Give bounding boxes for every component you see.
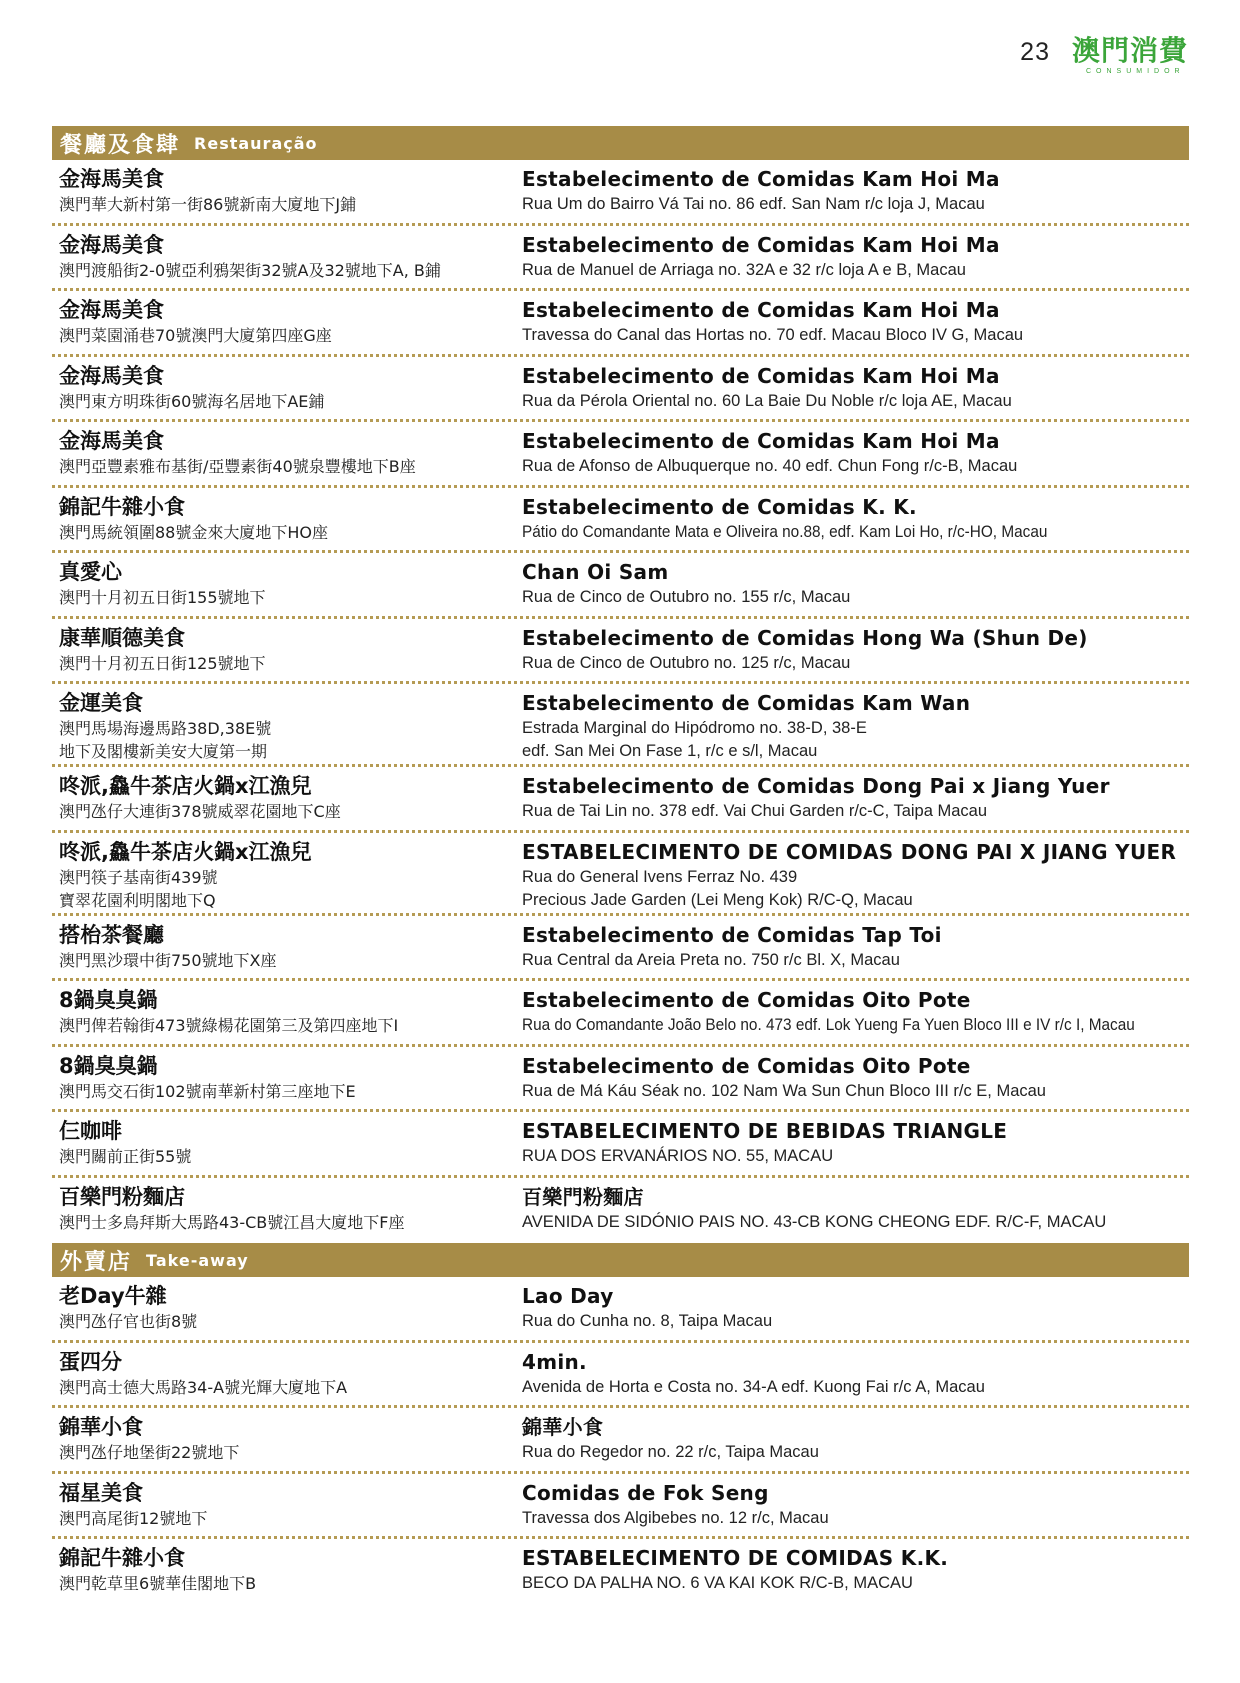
merchant-name-pt: Estabelecimento de Comidas Oito Pote [522,988,971,1012]
merchant-address-pt: Rua de Cinco de Outubro no. 125 r/c, Macau [522,653,851,672]
merchant-name-cn: 金海馬美食 [59,167,164,191]
entry-chinese-column [52,838,522,913]
merchant-name-cn: 8鍋臭臭鍋 [59,988,158,1012]
entry-portuguese-column [522,165,1189,223]
merchant-name-cn: 8鍋臭臭鍋 [59,1053,158,1078]
merchant-address-pt: AVENIDA DE SIDÓNIO PAIS NO. 43-CB KONG CHEONG EDF. R/C-F, MACAU [522,1212,1107,1231]
merchant-name-pt: Estabelecimento de Comidas Kam Hoi Ma [522,167,1000,191]
entry-chinese-column [52,427,522,485]
merchant-address-pt: Rua de Cinco de Outubro no. 155 r/c, Macau [522,588,851,606]
merchant-address-cn: 澳門關前正街55號 [59,1147,192,1166]
entry-portuguese-column [522,231,1189,289]
merchant-address-cn: 地下及閣樓新美安大廈第一期 [59,742,268,761]
merchant-address-pt: Avenida de Horta e Costa no. 34-A edf. Kuong Fai r/c A, Macau [522,1377,985,1396]
listing-entry [52,981,1189,1047]
listing-entry [52,553,1189,619]
merchant-address-pt: edf. San Mei On Fase 1, r/c e s/l, Macau [522,742,818,760]
listing-entry [52,1408,1189,1474]
entry-chinese-column [52,1479,522,1537]
entry-portuguese-column [522,1413,1189,1471]
merchant-address-cn: 澳門十月初五日街155號地下 [59,588,266,607]
page-number: 23 [1020,38,1050,66]
merchant-address-cn: 澳門馬交石街102號南華新村第三座地下E [59,1081,356,1101]
merchant-name-cn: 咚派,鱻牛茶店火鍋x江漁兒 [59,774,312,798]
listing-entry [52,1047,1189,1113]
merchant-address-cn: 澳門亞豐素雅布基街/亞豐素街40號泉豐樓地下B座 [59,457,416,476]
entry-chinese-column [52,689,522,764]
merchant-name-pt: Estabelecimento de Comidas Dong Pai x Jiang Yuer [522,774,1110,798]
logo-text-cn: 澳門消費 [1071,34,1188,67]
section-header [52,1243,1189,1277]
listing-entry [52,916,1189,982]
merchant-name-cn: 康華順德美食 [59,625,185,650]
section-title-en: Restauração [194,133,318,153]
merchant-address-cn: 澳門氹仔官也街8號 [59,1312,198,1331]
entry-portuguese-column [522,1544,1189,1605]
listing-entry [52,226,1189,292]
merchant-name-cn: 金海馬美食 [59,429,164,453]
entry-portuguese-column [522,838,1189,913]
merchant-name-pt: Estabelecimento de Comidas Kam Hoi Ma [522,298,1000,322]
merchant-name-cn: 搭枱茶餐廳 [59,922,164,947]
merchant-name-cn: 蛋四分 [59,1349,122,1374]
entry-portuguese-column [522,1348,1189,1406]
merchant-name-pt: Estabelecimento de Comidas Tap Toi [522,922,942,947]
merchant-name-cn: 仨咖啡 [59,1119,122,1143]
entry-chinese-column [52,493,522,551]
merchant-address-cn: 澳門十月初五日街125號地下 [59,653,266,673]
merchant-address-pt: RUA DOS ERVANÁRIOS NO. 55, MACAU [522,1147,834,1165]
entry-portuguese-column [522,1052,1189,1110]
listing-entry [52,767,1189,833]
merchant-name-cn: 錦華小食 [59,1415,143,1439]
merchant-name-cn: 百樂門粉麵店 [59,1184,185,1209]
merchant-address-pt: Rua de Tai Lin no. 378 edf. Vai Chui Garden r/c-C, Taipa Macau [522,802,988,820]
merchant-address-cn: 澳門乾草里6號華佳閣地下B [59,1574,257,1593]
entry-portuguese-column [522,986,1189,1044]
entry-portuguese-column [522,1479,1189,1537]
merchant-name-cn: 福星美食 [59,1480,143,1505]
merchant-name-pt: Estabelecimento de Comidas Oito Pote [522,1053,971,1078]
merchant-name-pt: 4min. [522,1349,587,1374]
entry-chinese-column [52,362,522,420]
listing-entry [52,619,1189,685]
merchant-address-cn: 澳門東方明珠街60號海名居地下AE鋪 [59,391,325,411]
entry-chinese-column [52,296,522,354]
entry-chinese-column [52,921,522,979]
merchant-address-pt: Rua de Afonso de Albuquerque no. 40 edf. Chun Fong r/c-B, Macau [522,457,1018,475]
listing-entry [52,1539,1189,1605]
merchant-name-pt: ESTABELECIMENTO DE COMIDAS K.K. [522,1546,949,1570]
listing-entry [52,1277,1189,1343]
entry-portuguese-column [522,362,1189,420]
listing-entry [52,422,1189,488]
entry-chinese-column [52,558,522,616]
merchant-address-pt: Rua do Regedor no. 22 r/c, Taipa Macau [522,1443,819,1461]
entry-portuguese-column [522,772,1189,830]
merchant-address-pt: Estrada Marginal do Hipódromo no. 38-D, 38-E [522,719,867,737]
merchant-address-pt: Rua Central da Areia Preta no. 750 r/c Bl. X, Macau [522,950,900,969]
merchant-address-pt: Travessa dos Algibebes no. 12 r/c, Macau [522,1508,829,1527]
entry-portuguese-column [522,624,1189,682]
entry-portuguese-column [522,689,1189,764]
merchant-address-cn: 澳門黑沙環中街750號地下X座 [59,950,277,970]
listing-entry [52,1343,1189,1409]
listing-entry [52,160,1189,226]
merchant-name-cn: 真愛心 [59,560,122,584]
merchant-address-pt: Pátio do Comandante Mata e Oliveira no.88, edf. Kam Loi Ho, r/c-HO, Macau [522,522,1048,541]
merchant-address-pt: Rua do Comandante João Belo no. 473 edf. Lok Yueng Fa Yuen Bloco III e IV r/c I, Macau [522,1016,1135,1034]
merchant-name-pt: ESTABELECIMENTO DE COMIDAS DONG PAI X JIANG YUER [522,839,1177,864]
merchant-name-pt: Estabelecimento de Comidas Kam Hoi Ma [522,363,1000,388]
listing-entry [52,291,1189,357]
entry-chinese-column [52,1348,522,1406]
entry-chinese-column [52,1282,522,1340]
merchant-name-pt: Chan Oi Sam [522,560,669,584]
logo-text-en: CONSUMIDOR [1085,68,1185,75]
listing-entry [52,1474,1189,1540]
merchant-address-pt: Rua da Pérola Oriental no. 60 La Baie Du Noble r/c loja AE, Macau [522,391,1012,410]
merchant-name-pt: 百樂門粉麵店 [522,1184,644,1209]
section-header [52,126,1189,160]
merchant-address-cn: 澳門氹仔地堡街22號地下 [59,1443,240,1462]
merchant-name-pt: 錦華小食 [522,1415,604,1439]
merchant-name-cn: 金海馬美食 [59,298,164,322]
merchant-name-cn: 錦記牛雜小食 [59,494,185,519]
entry-portuguese-column [522,493,1189,551]
section-title-cn: 外賣店 [60,1249,133,1275]
merchant-address-cn: 澳門菜園涌巷70號澳門大廈第四座G座 [59,326,332,345]
section-title-cn: 餐廳及食肆 [60,132,181,158]
merchant-name-cn: 金海馬美食 [59,232,164,257]
merchant-name-cn: 錦記牛雜小食 [59,1546,185,1570]
merchant-name-cn: 金海馬美食 [59,363,164,388]
entry-portuguese-column [522,296,1189,354]
entry-portuguese-column [522,1282,1189,1340]
entry-portuguese-column [522,1117,1189,1175]
section-title-en: Take-away [146,1250,249,1270]
page-header [1020,36,1188,82]
entry-portuguese-column [522,427,1189,485]
listing-entry [52,488,1189,554]
entry-chinese-column [52,986,522,1044]
merchant-name-pt: ESTABELECIMENTO DE BEBIDAS TRIANGLE [522,1119,1008,1143]
merchant-address-cn: 澳門高士德大馬路34-A號光輝大廈地下A [59,1377,348,1397]
merchant-name-pt: Lao Day [522,1284,614,1308]
entry-chinese-column [52,1117,522,1175]
entry-chinese-column [52,1413,522,1471]
merchant-address-cn: 澳門華大新村第一街86號新南大廈地下J鋪 [59,195,357,214]
entry-chinese-column [52,1544,522,1605]
merchant-address-pt: Rua do General Ivens Ferraz No. 439 [522,867,798,886]
entry-chinese-column [52,165,522,223]
merchant-name-pt: Comidas de Fok Seng [522,1480,769,1505]
merchant-address-cn: 澳門筷子基南街439號 [59,867,218,887]
listing-entry [52,684,1189,767]
consumer-council-logo [1072,36,1188,75]
listing-entry [52,357,1189,423]
entry-portuguese-column [522,1183,1189,1244]
merchant-address-pt: Rua de Má Káu Séak no. 102 Nam Wa Sun Chun Bloco III r/c E, Macau [522,1081,1046,1100]
merchant-address-cn: 澳門氹仔大連街378號威翠花園地下C座 [59,802,341,821]
merchant-name-cn: 咚派,鱻牛茶店火鍋x江漁兒 [59,839,312,864]
merchant-name-pt: Estabelecimento de Comidas K. K. [522,494,917,519]
listing-entry [52,833,1189,916]
merchant-name-cn: 金運美食 [59,691,143,715]
merchant-address-pt: Travessa do Canal das Hortas no. 70 edf. Macau Bloco IV G, Macau [522,326,1024,344]
merchant-address-pt: Rua Um do Bairro Vá Tai no. 86 edf. San Nam r/c loja J, Macau [522,195,985,213]
merchant-address-pt: Precious Jade Garden (Lei Meng Kok) R/C-Q, Macau [522,890,913,909]
merchant-address-cn: 澳門馬場海邊馬路38D,38E號 [59,719,272,738]
merchant-name-pt: Estabelecimento de Comidas Kam Hoi Ma [522,232,1000,257]
entry-portuguese-column [522,558,1189,616]
entry-chinese-column [52,772,522,830]
entry-chinese-column [52,1052,522,1110]
merchant-address-cn: 澳門渡船街2-0號亞利鴉架街32號A及32號地下A, B鋪 [59,260,441,280]
entry-portuguese-column [522,921,1189,979]
merchant-name-pt: Estabelecimento de Comidas Hong Wa (Shun De) [522,625,1088,650]
merchant-address-pt: BECO DA PALHA NO. 6 VA KAI KOK R/C-B, MACAU [522,1574,913,1592]
merchant-address-cn: 寶翠花園利明閣地下Q [59,890,216,910]
merchant-listing [52,126,1189,1605]
merchant-address-pt: Rua de Manuel de Arriaga no. 32A e 32 r/c loja A e B, Macau [522,260,966,279]
merchant-address-cn: 澳門馬統領圍88號金來大廈地下HO座 [59,522,328,542]
entry-chinese-column [52,231,522,289]
merchant-name-pt: Estabelecimento de Comidas Kam Hoi Ma [522,429,1000,453]
listing-entry [52,1178,1189,1244]
merchant-address-cn: 澳門俾若翰街473號綠楊花園第三及第四座地下I [59,1016,399,1035]
merchant-address-cn: 澳門士多鳥拜斯大馬路43-CB號江昌大廈地下F座 [59,1212,405,1232]
merchant-name-cn: 老Day牛雜 [59,1284,167,1308]
entry-chinese-column [52,1183,522,1244]
entry-chinese-column [52,624,522,682]
merchant-name-pt: Estabelecimento de Comidas Kam Wan [522,691,971,715]
listing-entry [52,1112,1189,1178]
merchant-address-cn: 澳門高尾街12號地下 [59,1508,208,1528]
merchant-address-pt: Rua do Cunha no. 8, Taipa Macau [522,1312,773,1330]
